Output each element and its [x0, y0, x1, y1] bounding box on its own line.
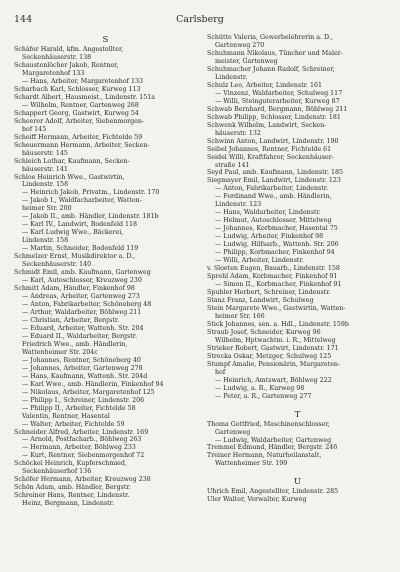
entry-continuation: hof 145: [22, 125, 47, 133]
entry-line: Schöckel Heinrich, Kupferschmied,: [14, 460, 127, 468]
page-header: [14, 14, 386, 28]
entry-continuation: Gartenweg 270: [215, 41, 265, 49]
entry-line: Stick Johannes, sen. a. Hdl., Lindenstr. 159b: [207, 320, 349, 328]
entry-continuation: — Willi, Steinguterarbeiter, Kurweg 87: [215, 97, 340, 105]
entry-continuation: — Arthur, Waldarbeiter, Böhlweg 211: [22, 308, 142, 316]
entry-line: Schleich Lothar, Kaufmann, Secken-: [14, 157, 130, 165]
entry-continuation: Wilhelm, Hptwachtm. i. R., Mittelweg: [215, 336, 336, 344]
entry-continuation: häuserstr. 132: [215, 129, 261, 137]
entry-continuation: — Johannes, Rentner, Schöneberg 40: [22, 356, 141, 364]
entry-continuation: — Karl IV., Landwirt, Bodenfeld 118: [22, 221, 138, 229]
entry-continuation: — Johannes, Arbeiter, Gartenweg 278: [22, 364, 143, 372]
entry-line: Uler Walter, Verwalter, Kurweg: [207, 496, 307, 504]
entry-line: Schuhmann Nikolaus, Tüncher und Maler-: [207, 49, 343, 57]
entry-continuation: — Jakob I., Waldfacharbeiter, Watten-: [22, 197, 142, 205]
entry-continuation: — Eduard II., Waldarbeiter, Bergstr.: [22, 332, 138, 340]
entry-continuation: — Karl Ludwig Wwe., Bäckerei,: [22, 229, 124, 237]
entry-line: Schuhmacher Johann Rudolf, Schreiner,: [207, 65, 335, 73]
entry-continuation: — Helmut, Autoschlosser, Mittelweg: [215, 217, 332, 225]
entry-continuation: — Ferdinand Wwe., amb. Händlerin,: [215, 193, 332, 201]
entry-line: Straub Josef, Schneider, Kurweg 96: [207, 328, 321, 336]
entry-line: Seyd Paul, amb. Kaufmann, Lindenstr. 185: [207, 169, 344, 177]
entry-line: Strieker Robert, Gastwirt, Lindenstr. 171: [207, 344, 339, 352]
entry-continuation: — Philipp I., Schreiner, Lindenstr. 206: [22, 396, 145, 404]
entry-continuation: — Jakob II., amb. Händler, Lindenstr. 181b: [22, 213, 159, 221]
entry-continuation: — Christian, Arbeiter, Bergstr.: [22, 316, 120, 324]
entry-line: Schütte Valeria, Gewerbelehrerin a. D.,: [207, 34, 333, 41]
entry-continuation: — Hermann, Arbeiter, Böhlweg 233: [22, 444, 136, 452]
entry-continuation: Lindenstr.: [215, 73, 248, 81]
entry-line: v. Sloeten Eugen, Bauarb., Lindenstr. 158: [207, 265, 340, 273]
entry-line: Schulz Leo, Arbeiter, Lindenstr. 161: [207, 81, 323, 89]
entry-line: Treiner Hermann, Naturheilanstalt,: [207, 452, 322, 460]
entry-line: Seibel Johannes, Rentner, Fichtelde 61: [207, 145, 332, 153]
entry-continuation: — Philipp, Korbmacher, Finkenhof 94: [215, 249, 335, 257]
entry-line: Schwinn Anton, Landwirt, Lindenstr. 190: [207, 137, 339, 145]
entry-continuation: — Wilhelm, Rentner, Gartenweg 268: [22, 101, 139, 109]
entry-continuation: — Ludwig, Arbeiter, Finkenhof 98: [215, 233, 324, 241]
entry-continuation: — Willi, Arbeiter, Lindenstr.: [215, 257, 304, 265]
entry-continuation: — Arnold, Postfacharb., Böhlweg 263: [22, 436, 142, 444]
entry-line: Schmidt Emil, amb. Kaufmann, Gartenweg: [14, 269, 151, 277]
entry-line: Schaustenlöcher Jakob, Rentner,: [14, 61, 119, 69]
entry-continuation: Seckenhäuserstr. 138: [22, 53, 92, 61]
entry-continuation: — Hans, Kaufmann, Wattenh. Str. 204d: [22, 372, 148, 380]
entry-continuation: heimer Str. 166: [215, 312, 265, 320]
entry-continuation: — Peter, a. R., Gartenweg 277: [215, 392, 312, 400]
entry-continuation: Lindenstr. 158: [22, 237, 69, 245]
left-column: [14, 34, 198, 568]
entry-line: Sprehl Adam, Korbmacher, Finkenhof 91: [207, 273, 338, 281]
entry-line: Spuhler Herbert, Schreiner, Lindenstr.: [207, 289, 331, 296]
entry-line: Schreiner Hans, Rentner, Lindenstr.: [14, 492, 130, 500]
entry-continuation: Heinz, Bergmann, Lindenstr.: [22, 500, 114, 508]
entry-continuation: — Karl, Autoschlosser, Kreuzweg 230: [22, 277, 142, 285]
entry-continuation: — Ludwig, a. R., Kurweg 98: [215, 384, 305, 392]
entry-continuation: — Ludwig, Waldarbeiter, Gartenweg: [215, 436, 332, 444]
entry-continuation: Friedrich Wwe., amb. Händlerin,: [22, 340, 128, 348]
entry-continuation: — Ludwig, Hilfsarb., Wattenh. Str. 206: [215, 241, 339, 249]
entry-continuation: Gartenweg: [215, 428, 251, 436]
entry-continuation: — Kurt, Rentner, Siebenmorgenhof 72: [22, 452, 145, 460]
entry-continuation: — Vinzenz, Waldarbeiter, Schulweg 117: [215, 89, 343, 97]
entry-continuation: — Martin, Schneider, Bodenfeld 119: [22, 245, 139, 253]
entry-continuation: Wattenheimer Str. 199: [215, 460, 288, 468]
right-column: [207, 34, 389, 568]
entry-continuation: häuserstr. 145: [22, 149, 68, 157]
entry-line: Schäfer Harald, kfm. Angestellter,: [14, 46, 124, 53]
entry-continuation: — Hans, Waldarbeiter, Lindenstr.: [215, 209, 321, 217]
entry-continuation: — Andreas, Arbeiter, Gartenweg 273: [22, 293, 140, 301]
entry-line: Stanz Franz, Landwirt, Schulweg: [207, 296, 314, 304]
entry-continuation: — Karl Wwe., amb. Händlerin, Finkenhof 94: [22, 380, 164, 388]
entry-line: Stumpf Amalie, Pensionärin, Margareten-: [207, 360, 341, 368]
entry-line: Scharbach Karl, Schlosser, Kurweg 113: [14, 85, 141, 93]
entry-line: Schmitt Adam, Händler, Finkenhof 98: [14, 285, 135, 293]
entry-continuation: — Anton, Fabrikarbeiter, Schöneberg 48: [22, 301, 152, 308]
entry-continuation: Lindenstr. 158: [22, 181, 69, 189]
entry-continuation: — Hans, Arbeiter, Margaretenhof 133: [22, 77, 143, 85]
entry-continuation: — Anton, Fabrikarbeiter, Lindenstr.: [215, 185, 329, 193]
entry-line: Schmelzer Ernst, Musikdirektor a. D.,: [14, 253, 136, 261]
entry-continuation: — Eduard, Arbeiter, Wattenh. Str. 204: [22, 324, 144, 332]
entry-line: Uhrich Emil, Angestellter, Lindenstr. 285: [207, 488, 339, 496]
entry-continuation: — Heinrich, Amtswart, Böhlweg 222: [215, 376, 332, 384]
entry-line: Strecka Oskar, Metzger, Schulweg 125: [207, 352, 332, 360]
section-letter: U: [293, 477, 303, 488]
section-gap: [207, 468, 389, 476]
entry-continuation: — Johannes, Korbmacher, Hasental 75: [215, 225, 338, 233]
entry-line: Scheiff Hermann, Arbeiter, Fichtelde 59: [14, 133, 143, 141]
entry-line: Scheerer Adolf, Arbeiter, Siebenmorgen-: [14, 117, 145, 125]
section-gap: [207, 401, 389, 409]
entry-continuation: meister, Gartenweg: [215, 57, 278, 65]
entry-line: Schön Adam, amb. Händler, Bergstr.: [14, 484, 131, 492]
entry-continuation: Valentin, Rentner, Hasental: [22, 412, 110, 420]
entry-line: Stein Margarete Wwe., Gastwirtin, Watten-: [207, 304, 346, 312]
entry-continuation: Lindenstr. 123: [215, 201, 262, 209]
entry-line: Schardt Albert, Hausmeist., Lindenstr. 151a: [14, 93, 156, 101]
entry-continuation: häuserstr. 141: [22, 165, 68, 173]
entry-continuation: — Nikolaus, Arbeiter, Margaretenhof 125: [22, 388, 155, 396]
section-letter: S: [102, 35, 110, 45]
entry-line: Seidel Willi, Kraftfahrer, Seckenhäuser-: [207, 153, 334, 161]
entry-line: Schöfer Hermann, Arbeiter, Kreuzweg 238: [14, 476, 151, 484]
entry-line: Siegmayer Emil, Landwirt, Lindenstr. 123: [207, 177, 341, 185]
entry-continuation: — Walter, Arbeiter, Fichtelde 59: [22, 420, 125, 428]
entry-line: Schneider Alfred, Arbeiter, Lindenstr. 169: [14, 428, 149, 436]
entry-continuation: — Heinrich Jakob, Privatm., Lindenstr. 170: [22, 189, 160, 197]
entry-line: Scheuermann Hermann, Arbeiter, Secken-: [14, 141, 150, 149]
entry-continuation: Wattenheimer Str. 204c: [22, 348, 98, 356]
entry-continuation: Seckenhäuserhof 136: [22, 468, 92, 476]
entry-line: Schloe Heinrich Wwe., Gastwirtin,: [14, 173, 125, 181]
entry-continuation: hof: [215, 368, 226, 376]
section-letter: T: [294, 409, 302, 420]
entry-line: Schwab Bernhard, Bergmann, Böhlweg 211: [207, 105, 348, 113]
entry-continuation: straße 141: [215, 161, 250, 169]
entry-line: Tremmel Edmund, Händler, Bergstr. 246: [207, 444, 338, 452]
entry-line: Schwab Philipp, Schlosser, Lindenstr. 181: [207, 113, 341, 121]
entry-continuation: Seckenhäuserstr. 140: [22, 261, 92, 269]
page-number: 144: [14, 14, 33, 25]
entry-continuation: heimer Str. 200: [22, 205, 72, 213]
entry-continuation: — Simon II., Korbmacher, Finkenhof 91: [215, 281, 342, 289]
page-title: Carlsberg: [176, 14, 224, 25]
entry-line: Thoma Gottfried, Maschinenschlosser,: [207, 420, 330, 428]
entry-line: Schwenk Wilhelm, Landwirt, Secken-: [207, 121, 327, 129]
entry-line: Schappert Georg, Gastwirt, Kurweg 54: [14, 109, 139, 117]
entry-continuation: — Philipp II., Arbeiter, Fichtelde 58: [22, 404, 136, 412]
entry-continuation: Margaretenhof 133: [22, 69, 85, 77]
